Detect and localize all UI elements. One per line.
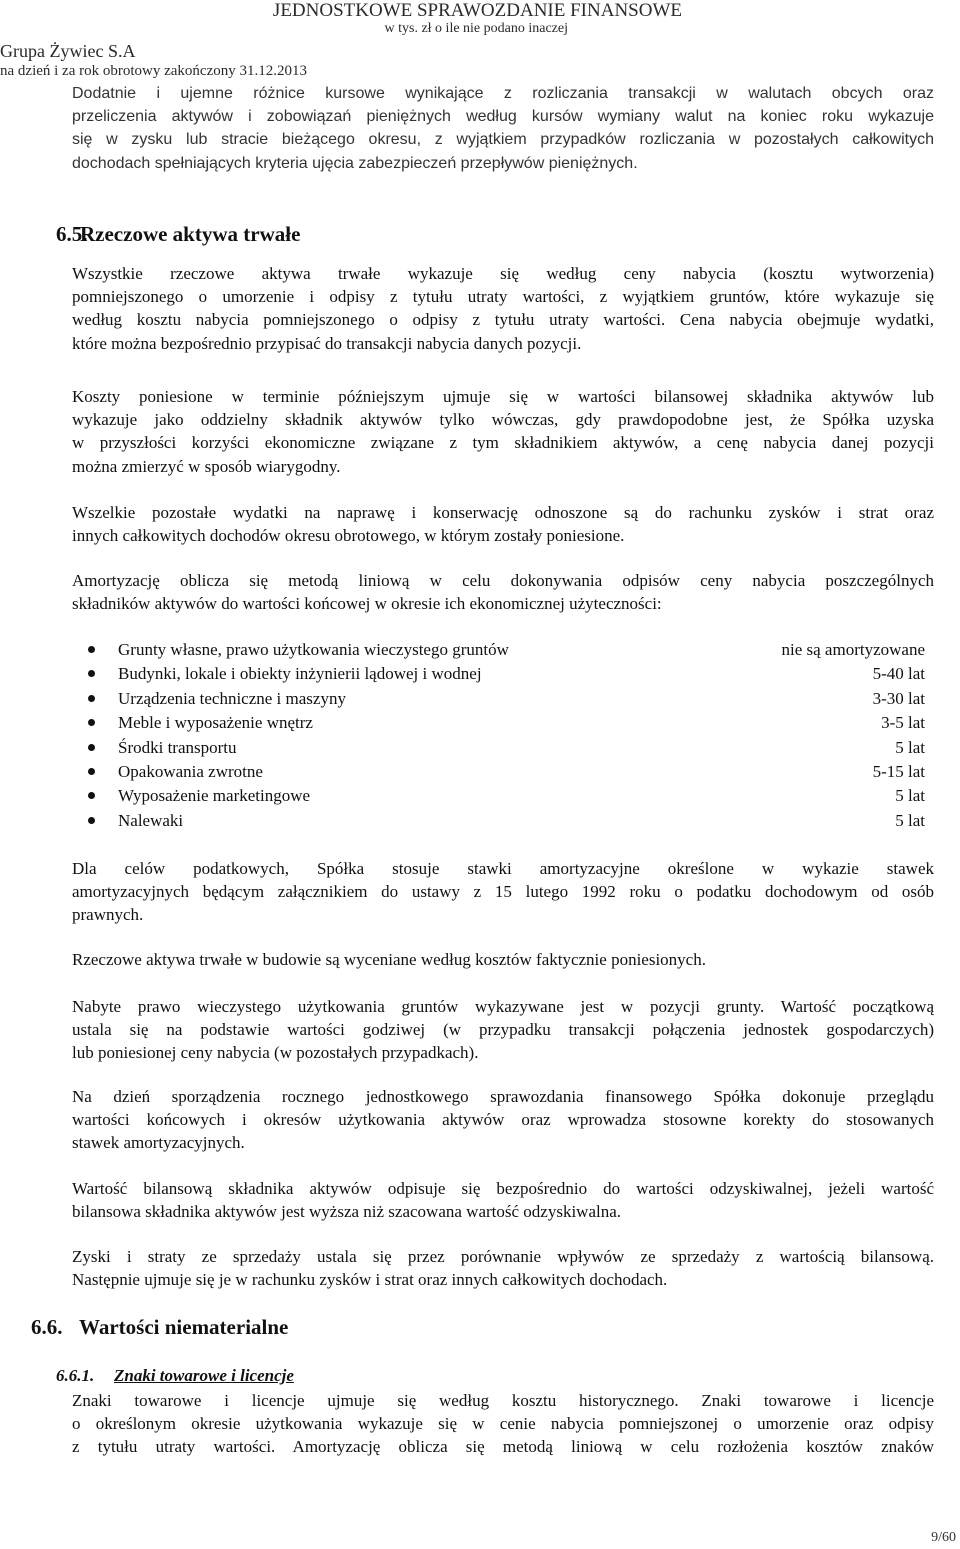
text-line: Amortyzację oblicza się metodą liniową w celu dokonywania odpisów ceny nabycia poszczególnych	[72, 571, 934, 590]
list-item	[0, 687, 960, 711]
text-line: Następnie ujmuje się je w rachunku zysków i strat oraz innych całkowitych dochodach.	[72, 1270, 668, 1290]
text-line: amortyzacyjnych będącym załącznikiem do ustawy z 15 lutego 1992 roku o podatku dochodowym od osób	[72, 882, 934, 902]
text-line: prawnych.	[72, 905, 144, 925]
text-line: Wartość bilansową składnika aktywów odpisuje się bezpośrednio do wartości odzyskiwalnej, jeżeli wartość	[72, 1179, 934, 1198]
text-line: Dla celów podatkowych, Spółka stosuje stawki amortyzacyjne określone w wykazie stawek	[72, 859, 934, 878]
bullet-icon	[88, 670, 95, 677]
text-line: z tytułu utraty wartości. Amortyzację oblicza się metodą liniową w celu rozłożenia kosztów znaków	[72, 1437, 934, 1457]
list-item	[0, 711, 960, 735]
asset-category: Środki transportu	[118, 737, 237, 757]
text-line: Dodatnie i ujemne różnice kursowe wynikające z rozliczania transakcji w walutach obcych oraz	[72, 85, 934, 102]
paragraph-fixed-assets-cost	[72, 262, 934, 355]
bullet-icon	[88, 768, 95, 775]
text-line: Wszelkie pozostałe wydatki na naprawę i konserwację odnoszone są do rachunku zysków i strat oraz	[72, 503, 934, 522]
text-line: wykazuje jako oddzielny składnik aktywów tylko wówczas, gdy prawdopodobne jest, że Spółka uzyska	[72, 410, 934, 430]
paragraph-impairment	[72, 1177, 934, 1223]
bullet-icon	[88, 695, 95, 702]
subsection-number: 6.6.1.	[56, 1366, 95, 1385]
text-line: się w zysku lub stracie bieżącego okresu, z wyjątkiem przypadków rozliczania w pozostałych całkowitych	[72, 131, 934, 149]
page-number: 9/60	[931, 1530, 956, 1545]
bullet-icon	[88, 792, 95, 799]
text-line: Rzeczowe aktywa trwałe w budowie są wyceniane według kosztów faktycznie poniesionych.	[72, 950, 706, 969]
asset-category: Grunty własne, prawo użytkowania wieczystego gruntów	[118, 640, 509, 659]
text-line: ustala się na podstawie wartości godziwej (w przypadku transakcji połączenia jednostek gospodarczych)	[72, 1020, 934, 1040]
reporting-period: na dzień i za rok obrotowy zakończony 31.12.2013	[0, 63, 307, 79]
text-line: Na dzień sporządzenia rocznego jednostkowego sprawozdania finansowego Spółka dokonuje przeglądu	[72, 1087, 934, 1106]
list-item	[0, 784, 960, 808]
depreciation-period: 5 lat	[895, 810, 925, 830]
text-line: Znaki towarowe i licencje ujmuje się według kosztu historycznego. Znaki towarowe i licencje	[72, 1391, 934, 1410]
list-item	[0, 638, 960, 662]
depreciation-period: 5-15 lat	[872, 761, 925, 781]
text-line: bilansowa składnika aktywów jest wyższa niż szacowana wartość odzyskiwalna.	[72, 1202, 622, 1222]
section-number: 6.5.	[56, 222, 88, 246]
intro-paragraph	[72, 82, 934, 175]
text-line: Wszystkie rzeczowe aktywa trwałe wykazuje się według ceny nabycia (kosztu wytworzenia)	[72, 264, 934, 283]
text-line: innych całkowitych dochodów okresu obrotowego, w którym zostały poniesione.	[72, 526, 625, 546]
asset-category: Nalewaki	[118, 810, 184, 830]
list-item	[0, 662, 960, 686]
text-line: w przyszłości korzyści ekonomiczne związane z tym składnikiem aktywów, a cenę nabycia danej pozycji	[72, 433, 934, 453]
currency-unit-note: w tys. zł o ile nie podano inaczej	[384, 21, 568, 36]
paragraph-repairs	[72, 501, 934, 547]
text-line: przeliczenia aktywów i zobowiązań pieniężnych według kursów wymiany walut na koniec roku wykazuje	[72, 108, 934, 126]
paragraph-subsequent-costs	[72, 385, 934, 478]
text-line: lub poniesionej ceny nabycia (w pozostałych przypadkach).	[72, 1043, 479, 1063]
list-item	[0, 760, 960, 784]
depreciation-rates-list	[0, 638, 960, 833]
subsection-title: Znaki towarowe i licencje	[114, 1366, 294, 1385]
text-line: Zyski i straty ze sprzedaży ustala się przez porównanie wpływów ze sprzedaży z wartością bilansową.	[72, 1247, 934, 1266]
text-line: według kosztu nabycia pomniejszonego o odpisy z tytułu utraty wartości. Cena nabycia obejmuje wydatki,	[72, 310, 934, 330]
depreciation-period: nie są amortyzowane	[781, 640, 925, 659]
section-heading-6-5	[56, 222, 300, 247]
section-title: Rzeczowe aktywa trwałe	[80, 222, 301, 246]
depreciation-period: 5 lat	[895, 737, 925, 757]
asset-category: Opakowania zwrotne	[118, 761, 263, 781]
depreciation-period: 3-30 lat	[872, 688, 925, 708]
depreciation-period: 3-5 lat	[881, 713, 925, 733]
paragraph-depreciation-method	[72, 569, 934, 615]
paragraph-construction-in-progress	[72, 948, 934, 971]
paragraph-perpetual-usufruct	[72, 995, 934, 1065]
subsection-heading-6-6-1	[56, 1366, 294, 1386]
text-line: stawek amortyzacyjnych.	[72, 1133, 245, 1153]
bullet-icon	[88, 744, 95, 751]
text-line: dochodach spełniających kryteria ujęcia zabezpieczeń przepływów pieniężnych.	[72, 154, 638, 172]
text-line: wartości końcowych i okresów użytkowania aktywów oraz wprowadza stosowne korekty do stosowanych	[72, 1110, 934, 1130]
list-item	[0, 736, 960, 760]
depreciation-period: 5-40 lat	[872, 664, 925, 684]
asset-category: Budynki, lokale i obiekty inżynierii lądowej i wodnej	[118, 664, 482, 684]
depreciation-period: 5 lat	[895, 786, 925, 806]
text-line: pomniejszonego o umorzenie i odpisy z tytułu utraty wartości, z wyjątkiem gruntów, które wykazuje się	[72, 287, 934, 307]
paragraph-useful-life-review	[72, 1085, 934, 1155]
text-line: składników aktywów do wartości końcowej w okresie ich ekonomicznej użyteczności:	[72, 594, 662, 614]
text-line: można zmierzyć w sposób wiarygodny.	[72, 456, 341, 476]
paragraph-tax-rates	[72, 857, 934, 927]
bullet-icon	[88, 646, 95, 653]
report-title: JEDNOSTKOWE SPRAWOZDANIE FINANSOWE	[272, 0, 682, 21]
asset-category: Wyposażenie marketingowe	[118, 786, 311, 806]
paragraph-trademarks-licenses	[72, 1389, 934, 1459]
text-line: Nabyte prawo wieczystego użytkowania gruntów wykazywane jest w pozycji grunty. Wartość początkową	[72, 997, 934, 1016]
asset-category: Meble i wyposażenie wnętrz	[118, 713, 313, 733]
text-line: które można bezpośrednio przypisać do transakcji nabycia danych pozycji.	[72, 333, 582, 353]
asset-category: Urządzenia techniczne i maszyny	[118, 688, 346, 708]
section-title: Wartości niematerialne	[79, 1315, 289, 1339]
text-line: o określonym okresie użytkowania wykazuje się w cenie nabycia pomniejszonej o umorzenie oraz odpisy	[72, 1414, 934, 1434]
bullet-icon	[88, 719, 95, 726]
company-name: Grupa Żywiec S.A	[0, 41, 136, 61]
list-item	[0, 809, 960, 833]
section-heading-6-6	[31, 1315, 288, 1340]
section-number: 6.6.	[31, 1315, 63, 1339]
paragraph-disposal-gains	[72, 1245, 934, 1291]
bullet-icon	[88, 817, 95, 824]
text-line: Koszty poniesione w terminie późniejszym ujmuje się w wartości bilansowej składnika aktywów lub	[72, 387, 934, 406]
